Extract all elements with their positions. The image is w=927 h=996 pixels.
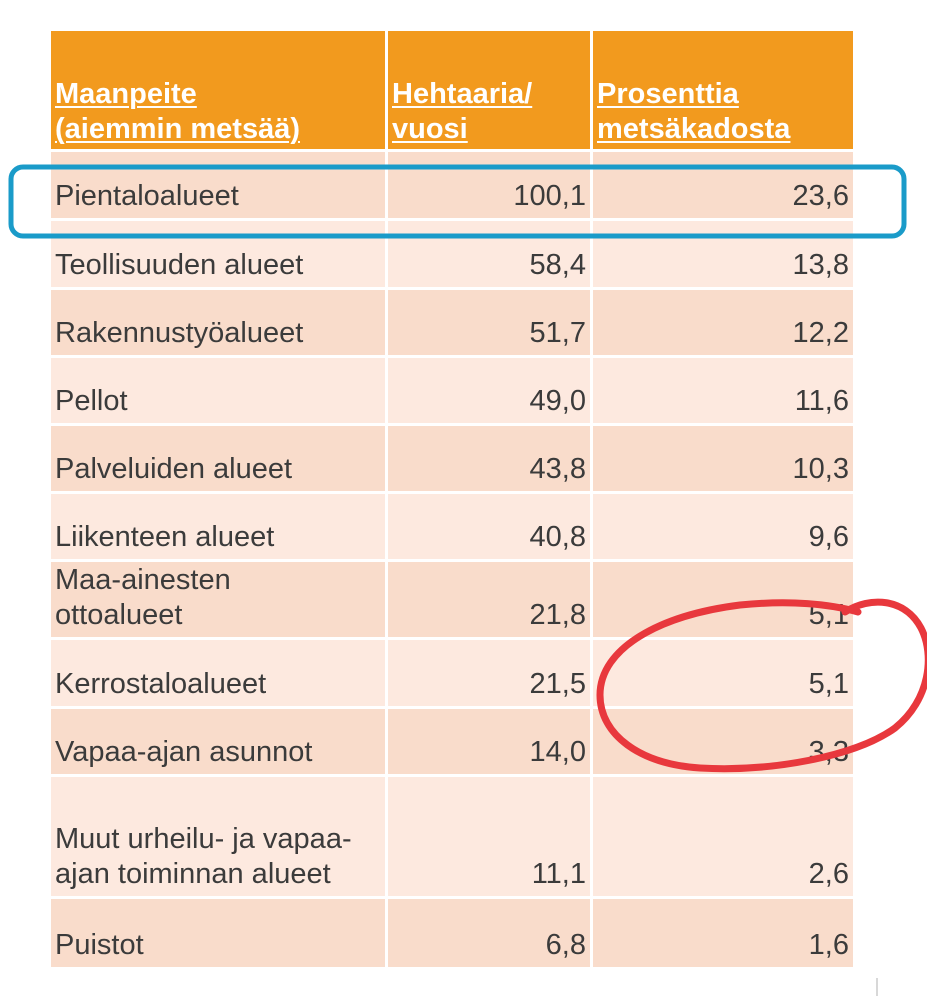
land-cover-cell: Muut urheilu- ja vapaa- ajan toiminnan alueet — [51, 777, 388, 896]
land-cover-cell: Vapaa-ajan asunnot — [51, 709, 388, 774]
land-cover-cell: Liikenteen alueet — [51, 494, 388, 559]
column-header-line: (aiemmin metsää) — [55, 113, 300, 146]
column-header-line: Prosenttia — [597, 78, 739, 111]
column-header-land-cover — [51, 31, 388, 149]
land-cover-cell: Teollisuuden alueet — [51, 221, 388, 287]
land-cover-cell: Pellot — [51, 358, 388, 423]
table-row — [51, 640, 853, 709]
hectares-cell: 40,8 — [388, 494, 593, 559]
hectares-cell: 21,5 — [388, 640, 593, 706]
percent-cell: 2,6 — [593, 777, 853, 896]
table-row — [51, 358, 853, 426]
land-cover-cell: Kerrostaloalueet — [51, 640, 388, 706]
hectares-cell: 58,4 — [388, 221, 593, 287]
land-cover-cell: Maa-ainesten ottoalueet — [51, 562, 388, 637]
column-header-line: Maanpeite — [55, 78, 197, 111]
column-header-line: metsäkadosta — [597, 113, 791, 146]
hectares-cell: 14,0 — [388, 709, 593, 774]
page-edge-mark — [876, 978, 878, 996]
percent-cell: 3,3 — [593, 709, 853, 774]
hectares-cell: 21,8 — [388, 562, 593, 637]
land-cover-cell: Rakennustyöalueet — [51, 290, 388, 355]
column-header-hectares — [388, 31, 593, 149]
hectares-cell: 6,8 — [388, 899, 593, 967]
land-cover-table — [51, 31, 853, 967]
percent-cell: 5,1 — [593, 640, 853, 706]
column-header-line: vuosi — [392, 113, 468, 146]
hectares-cell: 49,0 — [388, 358, 593, 423]
table-row — [51, 899, 853, 967]
table-row — [51, 777, 853, 899]
hectares-cell: 100,1 — [388, 152, 593, 218]
percent-cell: 12,2 — [593, 290, 853, 355]
percent-cell: 23,6 — [593, 152, 853, 218]
percent-cell: 11,6 — [593, 358, 853, 423]
table-row — [51, 494, 853, 562]
percent-cell: 1,6 — [593, 899, 853, 967]
hectares-cell: 51,7 — [388, 290, 593, 355]
percent-cell: 13,8 — [593, 221, 853, 287]
table-row — [51, 152, 853, 221]
table-row — [51, 709, 853, 777]
land-cover-cell: Palveluiden alueet — [51, 426, 388, 491]
table-header-row — [51, 31, 853, 152]
table-row — [51, 562, 853, 640]
land-cover-cell: Puistot — [51, 899, 388, 967]
hectares-cell: 11,1 — [388, 777, 593, 896]
hectares-cell: 43,8 — [388, 426, 593, 491]
column-header-percent — [593, 31, 853, 149]
land-cover-cell: Pientaloalueet — [51, 152, 388, 218]
table-row — [51, 290, 853, 358]
percent-cell: 10,3 — [593, 426, 853, 491]
percent-cell: 5,1 — [593, 562, 853, 637]
table-row — [51, 426, 853, 494]
column-header-line: Hehtaaria/ — [392, 78, 533, 111]
percent-cell: 9,6 — [593, 494, 853, 559]
table-row — [51, 221, 853, 290]
